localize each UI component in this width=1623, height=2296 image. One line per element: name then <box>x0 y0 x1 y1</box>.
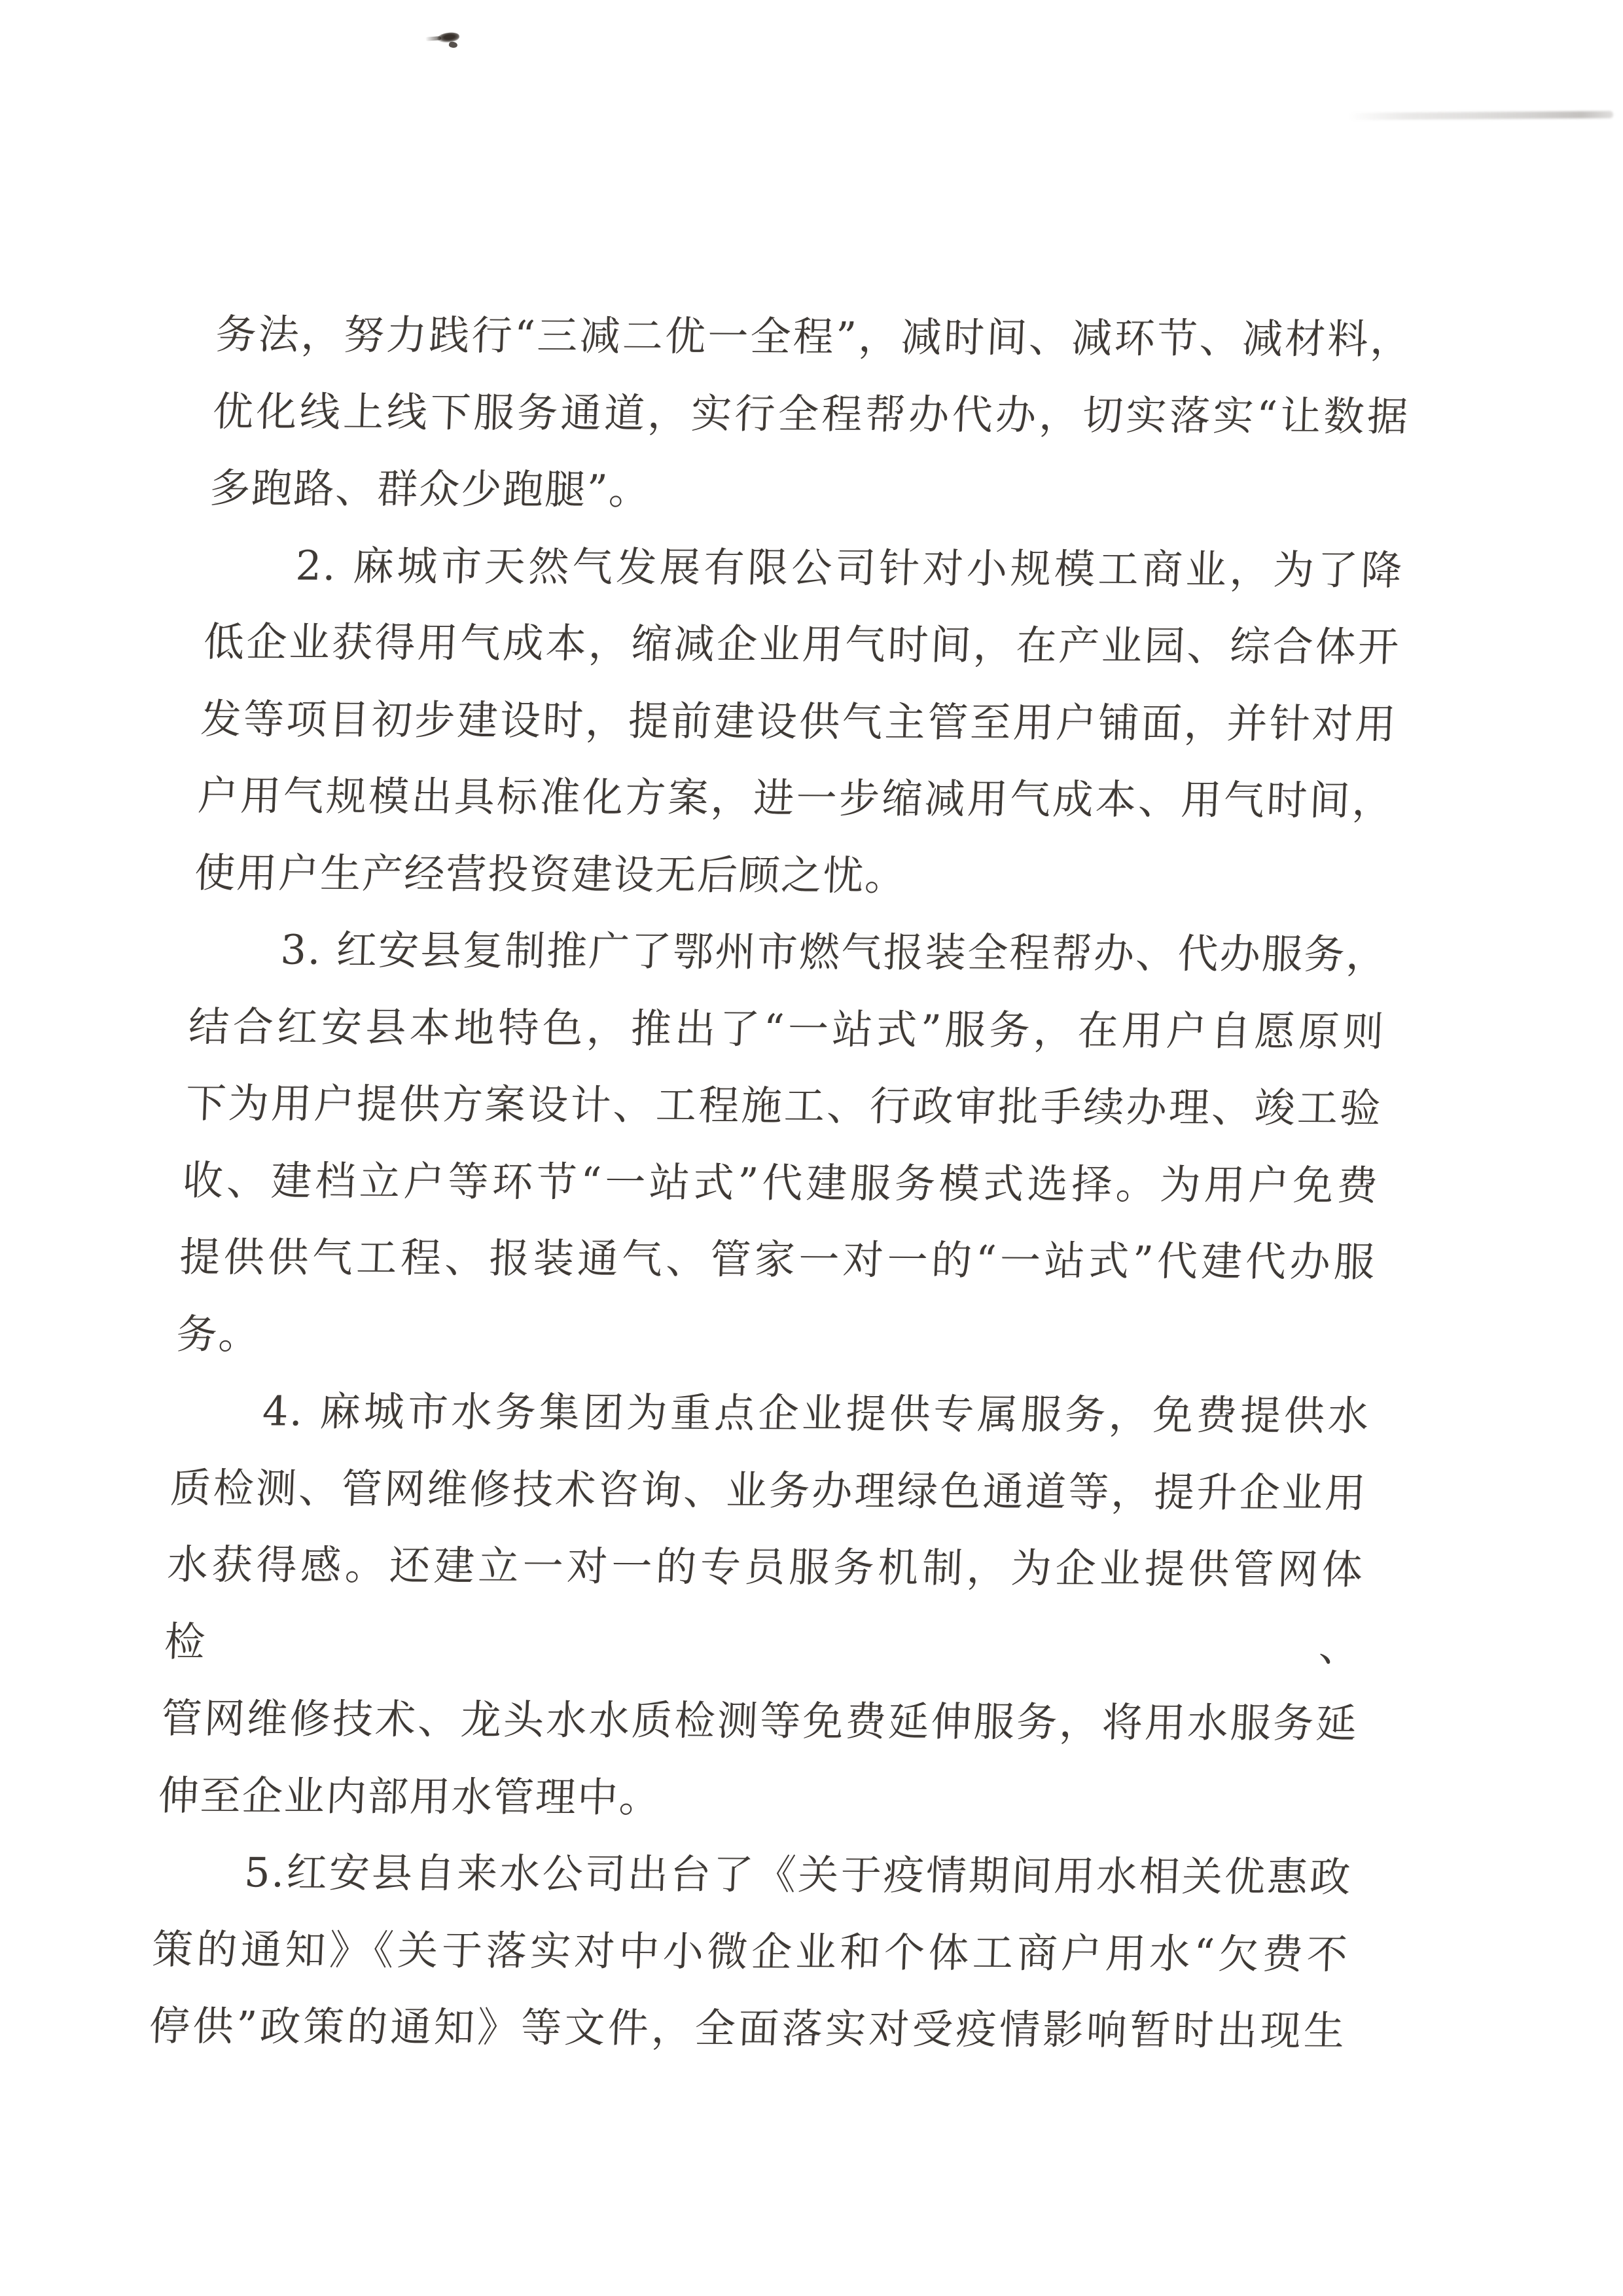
text-line: 多跑路、群众少跑腿”。 <box>209 463 652 514</box>
text-line: 质检测、管网维修技术咨询、业务办理绿色通道等，提升企业用 <box>169 1463 1368 1517</box>
text-line: 策的通知》《关于落实对中小微企业和个体工商户用水“欠费不 <box>151 1925 1350 1979</box>
text-line: 使用户生产经营投资建设无后顾之忧。 <box>193 848 908 900</box>
text-line: 2. 麻城市天然气发展有限公司针对小规模工商业，为了降 <box>294 541 1404 594</box>
text-line: 下为用户提供方案设计、工程施工、行政审批手续办理、竣工验 <box>185 1079 1383 1132</box>
text-line: 3. 红安县复制推广了鄂州市燃气报装全程帮办、代办服务， <box>279 925 1389 978</box>
text-line: 4. 麻城市水务集团为重点企业提供专属服务，免费提供水 <box>261 1387 1371 1440</box>
text-line: 收、建档立户等环节“一站式”代建服务模式选择。为用户免费 <box>181 1156 1380 1210</box>
text-line: 结合红安县本地特色，推出了“一站式”服务，在用户自愿原则 <box>187 1002 1386 1056</box>
text-line: 管网维修技术、龙头水水质检测等免费延伸服务，将用水服务延 <box>160 1694 1359 1748</box>
scan-streak-artifact <box>1348 111 1613 120</box>
document-body <box>148 296 1414 2070</box>
text-line: 务法，努力践行“三减二优一全程”，减时间、减环节、减材料， <box>215 310 1414 363</box>
text-line: 低企业获得用气成本，缩减企业用气时间，在产业园、综合体开 <box>202 617 1401 671</box>
text-line: 提供供气工程、报装通气、管家一对一的“一站式”代建代办服 <box>178 1232 1377 1286</box>
text-line: 户用气规模出具标准化方案，进一步缩减用气成本、用气时间， <box>196 771 1395 825</box>
text-line: 5.红安县自来水公司出台了《关于疫情期间用水相关优惠政 <box>243 1848 1353 1901</box>
text-line: 优化线上线下服务通道，实行全程帮办代办，切实落实“让数据 <box>211 387 1410 440</box>
text-line: 停供”政策的通知》等文件，全面落实对受疫情影响暂时出现生 <box>148 2001 1347 2055</box>
ink-speck-blob <box>437 31 459 43</box>
text-line: 发等项目初步建设时，提前建设供气主管至用户铺面，并针对用 <box>200 694 1399 748</box>
ink-speck-dot <box>448 41 458 49</box>
text-line: 伸至企业内部用水管理中。 <box>157 1771 662 1821</box>
text-line: 务。 <box>175 1310 262 1358</box>
ink-speck-artifact <box>432 31 465 48</box>
text-line: 水获得感。还建立一对一的专员服务机制，为企业提供管网体检、 <box>163 1540 1365 1671</box>
